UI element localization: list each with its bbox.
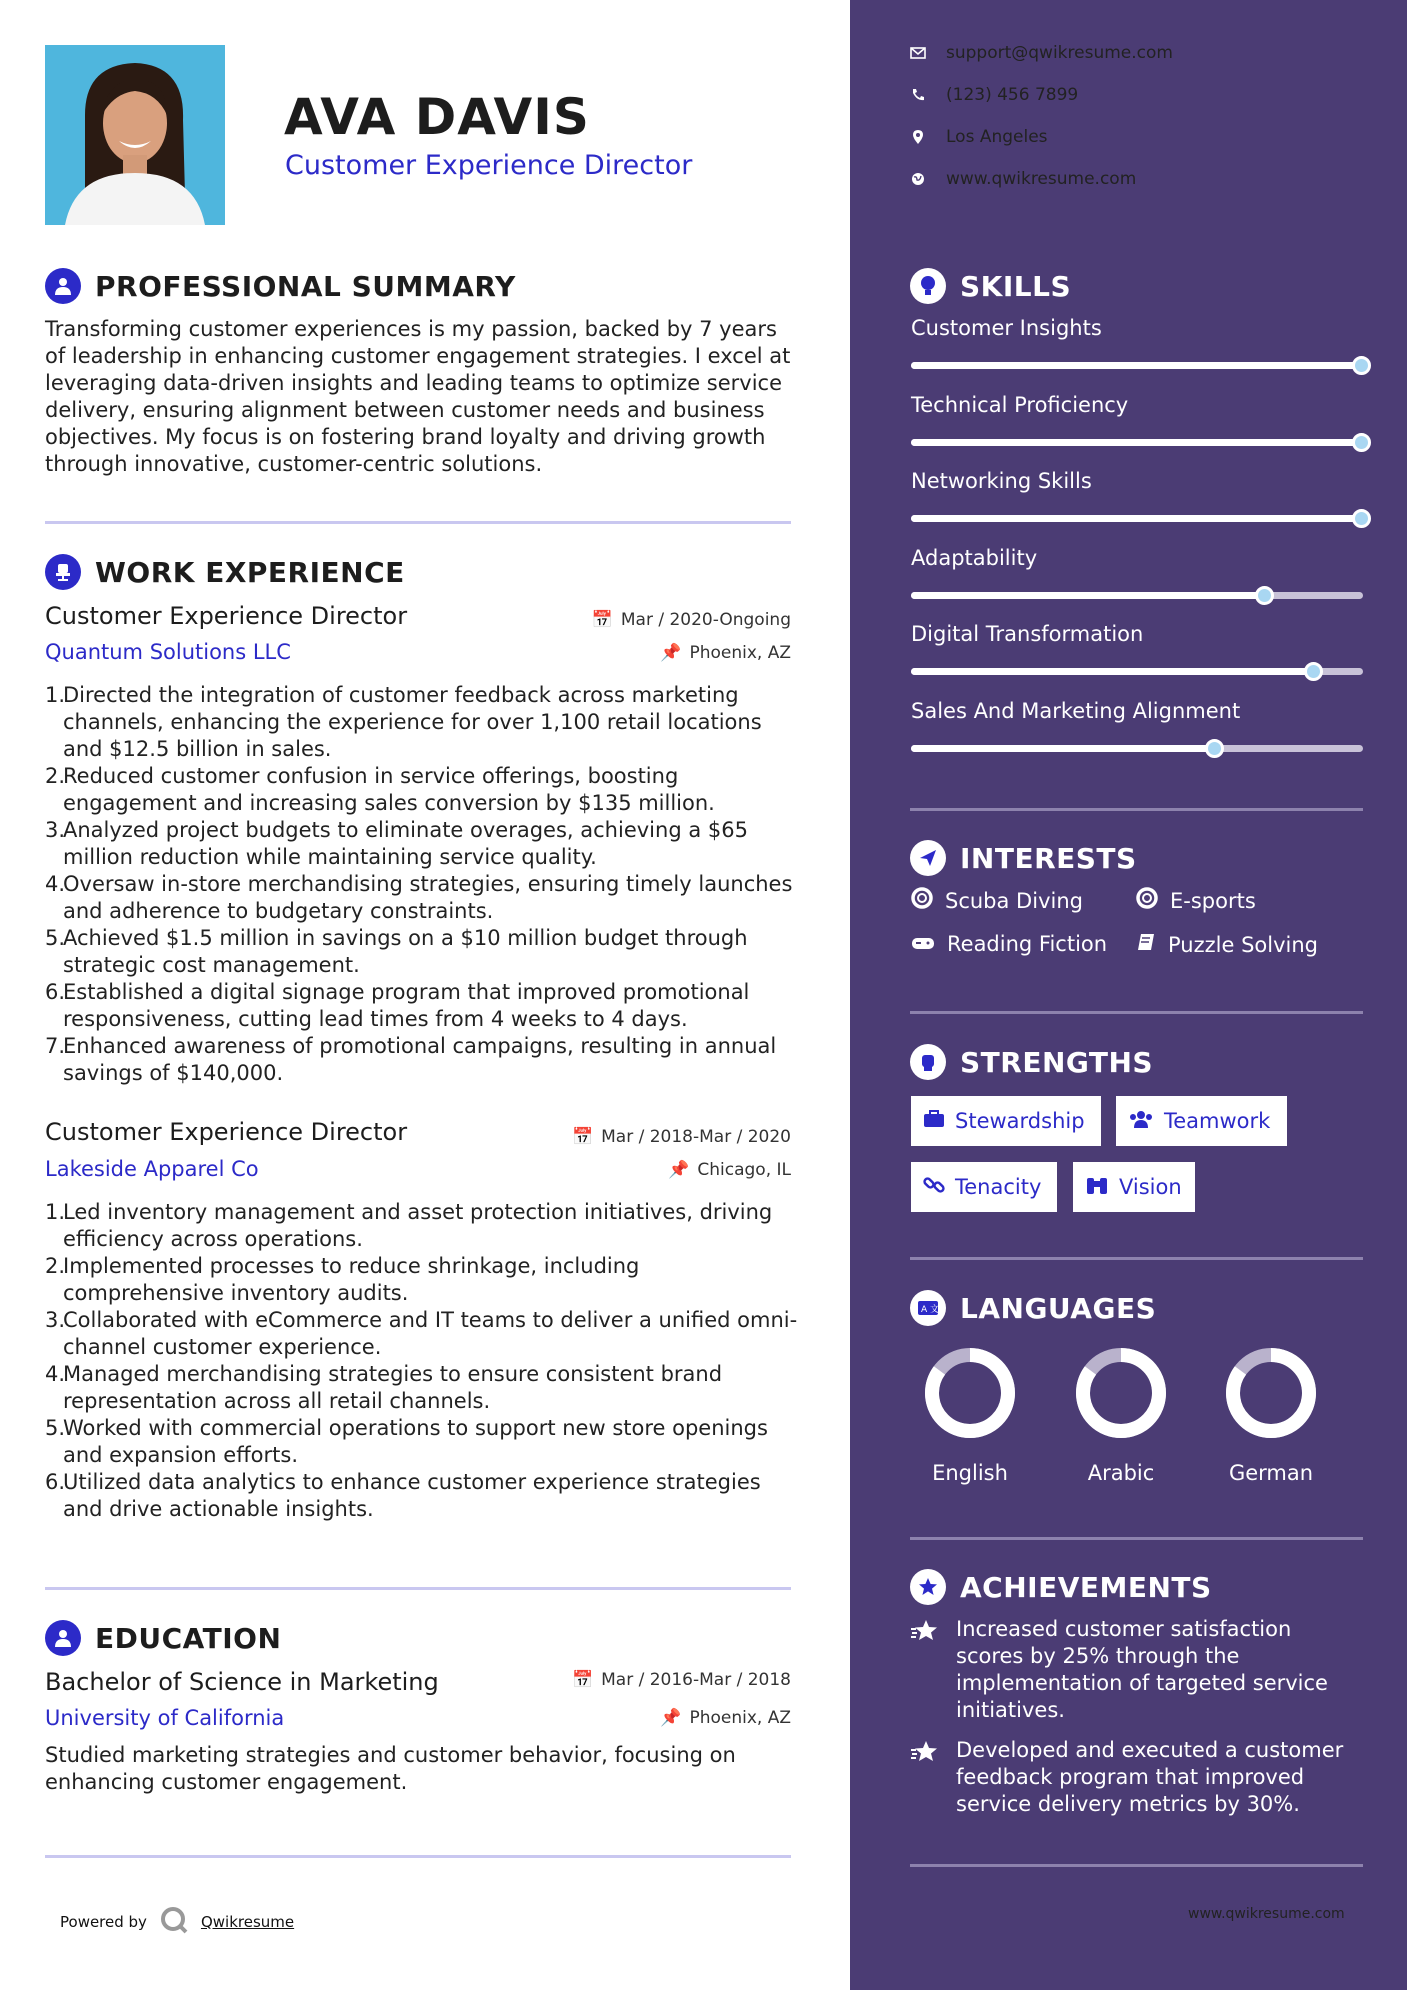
interest-label: E-sports — [1170, 888, 1256, 913]
user-icon — [45, 268, 81, 304]
skill-bar — [911, 515, 1363, 522]
calendar-icon: 📅 — [591, 610, 613, 630]
skills-header — [910, 268, 1071, 304]
envelope-icon — [910, 47, 926, 59]
sidebar-divider — [910, 1257, 1363, 1260]
map-pin-icon — [910, 130, 926, 144]
strength-chip — [1073, 1162, 1195, 1212]
interest-item — [911, 932, 1107, 956]
skills-heading: SKILLS — [960, 269, 1072, 303]
contact-email-text: support@qwikresume.com — [946, 43, 1173, 63]
gamepad-icon — [911, 932, 935, 956]
languages-heading: LANGUAGES — [960, 1291, 1157, 1325]
education-location — [660, 1708, 791, 1728]
summary-header — [45, 268, 516, 304]
skill-bar-fill — [911, 439, 1363, 446]
contact-location-text: Los Angeles — [946, 127, 1048, 147]
fist-icon — [910, 1044, 946, 1080]
skill-bar-fill — [911, 668, 1313, 675]
achievement-item — [910, 1616, 1360, 1724]
qwikresume-link[interactable]: Qwikresume — [200, 1913, 295, 1931]
strength-chip — [911, 1096, 1101, 1146]
education-location-text: Phoenix, AZ — [689, 1708, 791, 1728]
skill-bar — [911, 668, 1363, 675]
phone-icon — [910, 88, 926, 102]
interest-label: Reading Fiction — [947, 932, 1108, 956]
list-item: 6. Established a digital signage program that improved promotional responsiveness, cutting lead times from 4 weeks to 4 days. — [45, 980, 750, 1031]
briefcase-icon — [923, 1109, 945, 1133]
skill-bar — [911, 745, 1363, 752]
strength-label: Teamwork — [1164, 1109, 1271, 1133]
school-name: University of California — [45, 1706, 285, 1730]
achievement-text: Increased customer satisfaction scores by 25% through the implementation of targeted service initiatives. — [956, 1617, 1328, 1722]
interest-item — [1136, 932, 1318, 957]
job-bullets — [45, 682, 805, 1087]
job-company: Lakeside Apparel Co — [45, 1157, 259, 1181]
list-item: 2. Reduced customer confusion in service offerings, boosting engagement and increasing sales conversion by $135 million. — [45, 764, 715, 815]
contact-phone[interactable] — [910, 85, 1078, 105]
list-item: 5. Worked with commercial operations to support new store openings and expansion efforts. — [45, 1416, 768, 1467]
footer-url-link[interactable]: www.qwikresume.com — [1188, 1906, 1345, 1922]
interest-item — [911, 887, 1083, 914]
powered-by-text: Powered by — [60, 1913, 147, 1931]
strength-chip — [1116, 1096, 1287, 1146]
contact-location — [910, 127, 1048, 147]
list-item: 4. Managed merchandising strategies to ensure consistent brand representation across all retail channels. — [45, 1362, 723, 1413]
list-item: 5. Achieved $1.5 million in savings on a $10 million budget through strategic cost management. — [45, 926, 748, 977]
interests-header — [910, 840, 1137, 876]
skill-bar-knob — [1255, 586, 1274, 605]
paper-plane-icon — [910, 840, 946, 876]
strength-label: Tenacity — [955, 1175, 1042, 1199]
contact-website[interactable] — [910, 169, 1136, 189]
candidate-name: AVA DAVIS — [284, 88, 590, 146]
job-title: Customer Experience Director — [45, 602, 408, 630]
calendar-icon: 📅 — [571, 1670, 594, 1690]
skill-label: Networking Skills — [911, 469, 1092, 493]
binoculars-icon — [1085, 1175, 1109, 1200]
job-company: Quantum Solutions LLC — [45, 640, 291, 664]
list-item: 3. Analyzed project budgets to eliminate overages, achieving a $65 million reduction while maintaining service quality. — [45, 818, 748, 869]
life-ring-icon — [911, 887, 933, 914]
skill-bar-fill — [911, 592, 1264, 599]
section-divider — [45, 1855, 791, 1858]
strengths-header — [910, 1044, 1153, 1080]
job-dates — [592, 610, 791, 630]
job-location — [668, 1160, 791, 1180]
pin-icon: 📌 — [660, 643, 682, 663]
work-header — [45, 554, 405, 590]
candidate-title: Customer Experience Director — [285, 150, 693, 181]
link-icon — [923, 1174, 945, 1201]
language-ring — [920, 1343, 1020, 1443]
strengths-heading: STRENGTHS — [960, 1045, 1154, 1079]
skill-bar — [911, 362, 1363, 369]
star-badge-icon — [910, 1569, 946, 1605]
users-icon — [1128, 1109, 1154, 1133]
skill-bar-fill — [911, 515, 1363, 522]
language-item — [1056, 1343, 1186, 1485]
language-ring — [1071, 1343, 1171, 1443]
skill-bar-fill — [911, 362, 1363, 369]
book-icon — [1136, 932, 1156, 957]
section-divider — [45, 1587, 791, 1590]
contact-email[interactable] — [910, 43, 1173, 63]
pin-icon: 📌 — [668, 1160, 690, 1180]
chair-icon — [45, 554, 81, 590]
job-location — [660, 643, 791, 663]
calendar-icon: 📅 — [571, 1127, 594, 1147]
language-label: German — [1228, 1461, 1314, 1485]
interest-item — [1136, 887, 1256, 914]
sidebar-divider — [910, 1011, 1363, 1014]
job-dates-text: Mar / 2018-Mar / 2020 — [601, 1127, 791, 1147]
list-item: 1. Directed the integration of customer feedback across marketing channels, enhancing the experience for over 1,100 retail locations and $12.5 billion in sales. — [45, 683, 762, 761]
education-dates-text: Mar / 2016-Mar / 2018 — [601, 1670, 791, 1690]
skill-label: Digital Transformation — [911, 622, 1144, 646]
job-bullets — [45, 1199, 805, 1523]
language-label: English — [932, 1461, 1008, 1485]
achievement-text: Developed and executed a customer feedback program that improved service delivery metrics by 30%. — [956, 1738, 1344, 1816]
summary-heading: PROFESSIONAL SUMMARY — [95, 269, 516, 303]
strength-chip — [911, 1162, 1057, 1212]
graduation-icon — [45, 1620, 81, 1656]
sidebar-divider — [910, 808, 1363, 811]
achievements-heading: ACHIEVEMENTS — [960, 1570, 1212, 1604]
section-divider — [45, 521, 791, 524]
list-item: 2. Implemented processes to reduce shrinkage, including comprehensive inventory audits. — [45, 1254, 640, 1305]
list-item: 3. Collaborated with eCommerce and IT teams to deliver a unified omni-channel customer experience. — [45, 1308, 798, 1359]
profile-photo — [45, 45, 225, 225]
job-dates-text: Mar / 2020-Ongoing — [620, 610, 791, 630]
job-location-text: Chicago, IL — [697, 1160, 791, 1180]
education-dates — [572, 1670, 791, 1690]
contact-phone-text: (123) 456 7899 — [946, 85, 1079, 105]
job-dates — [572, 1127, 791, 1147]
work-heading: WORK EXPERIENCE — [95, 555, 405, 589]
education-heading: EDUCATION — [95, 1621, 282, 1655]
list-item: 7. Enhanced awareness of promotional campaigns, resulting in annual savings of $140,000. — [45, 1034, 777, 1085]
contact-website-text: www.qwikresume.com — [946, 169, 1137, 189]
skill-label: Technical Proficiency — [911, 392, 1129, 417]
lightbulb-icon — [910, 268, 946, 304]
achievements-header — [910, 1569, 1212, 1605]
qwikresume-logo-icon — [159, 1905, 189, 1939]
skill-label: Adaptability — [911, 545, 1038, 570]
education-header — [45, 1620, 281, 1656]
job-location-text: Phoenix, AZ — [689, 643, 791, 663]
pin-icon: 📌 — [660, 1708, 682, 1728]
skill-bar-knob — [1352, 356, 1371, 375]
education-text: Studied marketing strategies and customer behavior, focusing on enhancing customer engagement. — [45, 1743, 736, 1794]
strength-label: Vision — [1119, 1175, 1182, 1199]
skill-label: Sales And Marketing Alignment — [911, 698, 1241, 723]
skill-bar-knob — [1352, 509, 1371, 528]
list-item: 6. Utilized data analytics to enhance customer experience strategies and drive actionable insights. — [45, 1470, 761, 1521]
globe-icon — [910, 172, 926, 186]
interests-heading: INTERESTS — [960, 841, 1137, 875]
achievement-item — [910, 1737, 1360, 1818]
skill-bar-fill — [911, 745, 1214, 752]
language-item — [905, 1343, 1035, 1485]
summary-text: Transforming customer experiences is my passion, backed by 7 years of leadership in enhancing customer engagement strategies. I excel at leveraging data-driven insights and leading teams to optimize service delivery, ensuring alignment between customer needs and business objectives. My focus is on fostering brand loyalty and driving growth through innovative, customer-centric solutions. — [45, 317, 791, 476]
star-icon — [910, 1737, 940, 1818]
skill-bar-knob — [1205, 739, 1224, 758]
star-icon — [910, 1616, 940, 1724]
svg-text:文: 文 — [930, 1305, 939, 1315]
skill-label: Customer Insights — [911, 316, 1102, 340]
interest-label: Scuba Diving — [945, 888, 1083, 913]
language-ring — [1221, 1343, 1321, 1443]
skill-bar-knob — [1352, 433, 1371, 452]
degree-title: Bachelor of Science in Marketing — [45, 1668, 439, 1696]
interest-label: Puzzle Solving — [1168, 932, 1318, 957]
sidebar-divider — [910, 1864, 1363, 1867]
skill-bar — [911, 439, 1363, 446]
sidebar-divider — [910, 1537, 1363, 1540]
skill-bar — [911, 592, 1363, 599]
job-title: Customer Experience Director — [45, 1118, 408, 1146]
languages-header — [910, 1290, 1156, 1326]
strength-label: Stewardship — [955, 1109, 1085, 1133]
list-item: 4. Oversaw in-store merchandising strategies, ensuring timely launches and adherence to budgetary constraints. — [45, 872, 793, 923]
language-item — [1206, 1343, 1336, 1485]
footer-powered — [60, 1905, 294, 1939]
svg-text:A: A — [921, 1305, 928, 1315]
list-item: 1. Led inventory management and asset protection initiatives, driving efficiency across operations. — [45, 1200, 773, 1251]
language-label: Arabic — [1087, 1461, 1155, 1485]
life-ring-icon — [1136, 887, 1158, 914]
translate-icon — [910, 1290, 946, 1326]
